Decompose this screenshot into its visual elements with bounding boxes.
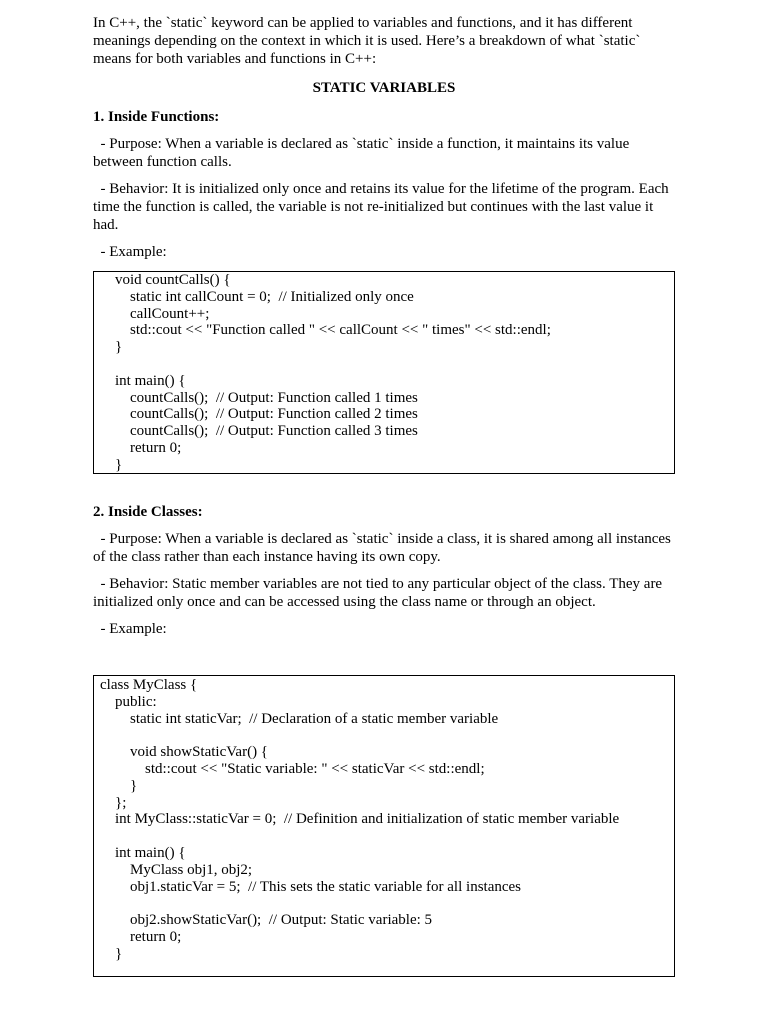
functions-behavior: - Behavior: It is initialized only once and retains its value for the lifetime of the program. Each time the function is called, the variable is not re-initialized but continues with the last value it had. [93,181,673,233]
section-title: STATIC VARIABLES [312,80,456,96]
code-line: countCalls(); // Output: Function called 2 times [100,406,418,423]
code-line: static int callCount = 0; // Initialized only once [100,288,414,305]
code-line: } [100,777,138,794]
code-line: void countCalls() { [100,272,231,288]
code-line: countCalls(); // Output: Function called 1 times [100,389,418,406]
code-line: int MyClass::staticVar = 0; // Definition and initialization of static member variable [100,811,620,828]
code-line: }; [100,794,127,811]
code-line: public: [100,693,157,710]
code-line: class MyClass { [100,677,198,693]
classes-example-label: - Example: [93,621,167,637]
code-line: return 0; [100,928,182,945]
classes-code-block [93,675,675,977]
code-line [100,356,674,373]
code-line: int main() { [100,372,186,389]
code-line [100,727,674,744]
functions-heading: 1. Inside Functions: [93,109,220,125]
code-line: obj2.showStaticVar(); // Output: Static variable: 5 [100,912,433,929]
code-line: obj1.staticVar = 5; // This sets the static variable for all instances [100,878,522,895]
code-line: std::cout << "Static variable: " << staticVar << std::endl; [100,760,485,777]
code-line: int main() { [100,844,186,861]
document-page [93,14,675,977]
code-line: static int staticVar; // Declaration of a static member variable [100,710,499,727]
code-line: return 0; [100,439,182,456]
code-line: } [100,945,123,962]
code-line: countCalls(); // Output: Function called 3 times [100,423,418,440]
classes-behavior: - Behavior: Static member variables are not tied to any particular object of the class. They are initialized only once and can be accessed using the class name or through an object. [93,576,666,610]
code-line: } [100,339,123,356]
code-line: MyClass obj1, obj2; [100,861,253,878]
functions-example-label: - Example: [93,244,167,260]
code-line: callCount++; [100,305,210,322]
classes-heading: 2. Inside Classes: [93,504,203,520]
code-line [100,895,674,912]
code-line [100,828,674,845]
code-line: void showStaticVar() { [100,744,269,761]
functions-code-block [93,271,675,474]
code-line: std::cout << "Function called " << callCount << " times" << std::endl; [100,322,551,339]
functions-purpose: - Purpose: When a variable is declared as `static` inside a function, it maintains its value between function calls. [93,136,633,170]
classes-purpose: - Purpose: When a variable is declared as `static` inside a class, it is shared among all instances of the class rather than each instance having its own copy. [93,531,675,565]
code-line: } [100,456,123,473]
intro-paragraph: In C++, the `static` keyword can be applied to variables and functions, and it has different meanings depending on the context in which it is used. Here’s a breakdown of what `static` means for both variables and functions in C++: [93,15,641,67]
